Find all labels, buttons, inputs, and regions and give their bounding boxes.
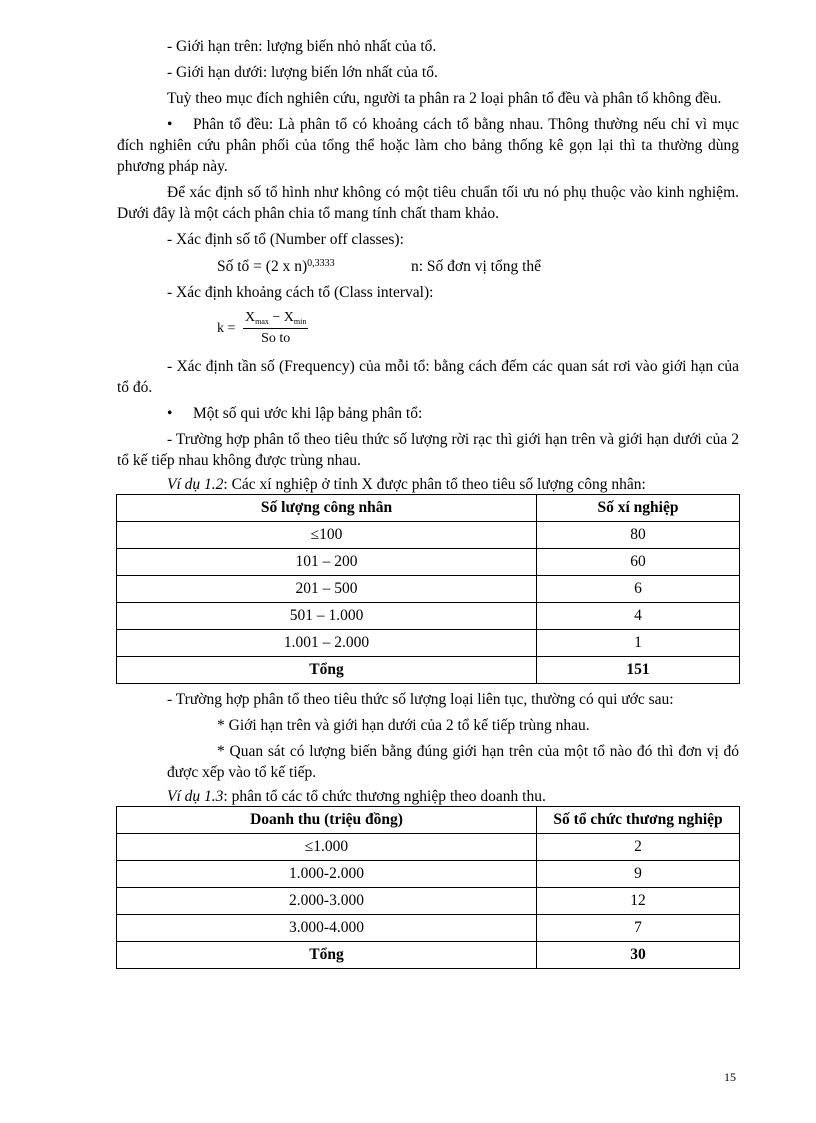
table-workers: [116, 494, 740, 684]
page-content: [117, 36, 739, 969]
table-row: 1.000-2.000 9: [117, 861, 740, 888]
table2-caption: [117, 787, 739, 806]
formula-left: Số tổ = (2 x n): [217, 258, 308, 275]
continuous-case-paragraph: - Trường hợp phân tổ theo tiêu thức số lượng loại liên tục, thường có qui ước sau:: [167, 691, 674, 708]
formula-number-of-classes: [117, 256, 739, 277]
table-row: 501 – 1.000 4: [117, 603, 740, 630]
table2-caption-label: Ví dụ 1.3: [167, 788, 224, 805]
table1-total-row: Tổng 151: [117, 657, 740, 684]
formula-exponent: 0,3333: [307, 258, 335, 269]
table1-header-enterprises: Số xí nghiệp: [537, 495, 740, 522]
number-of-classes-paragraph: Để xác định số tổ hình như không có một tiêu chuẩn tối ưu nó phụ thuộc vào kinh nghiệm. Dưới đây là một cách phân chia tổ mang tính chất tham khảo.: [117, 184, 739, 222]
table1-caption-text: : Các xí nghiệp ở tỉnh X được phân tổ theo tiêu số lượng công nhân:: [223, 476, 646, 493]
conventions-text: Một số qui ước khi lập bảng phân tổ:: [193, 405, 423, 422]
bullet-conventions: [117, 403, 739, 424]
table-row: 101 – 200 60: [117, 549, 740, 576]
table2-total-row: Tổng 30: [117, 942, 740, 969]
table-row: ≤100 80: [117, 522, 740, 549]
bullet-icon: •: [167, 405, 173, 422]
upper-limit-text: - Giới hạn trên: lượng biến nhỏ nhất của tổ.: [167, 38, 437, 55]
table-row: 201 – 500 6: [117, 576, 740, 603]
formula-note: n: Số đơn vị tổng thể: [411, 258, 542, 275]
table2-header-organizations: Số tổ chức thương nghiệp: [537, 807, 740, 834]
equal-classes-text: Phân tổ đều: Là phân tổ có khoảng cách tổ bằng nhau. Thông thường nếu chỉ vì mục đích nghiên cứu phân phối của tổng thể hoặc làm cho bảng thống kê gọn lại thì ta thường dùng phương pháp này.: [117, 116, 739, 175]
bullet-icon: •: [167, 116, 173, 133]
table1-caption: [117, 475, 739, 494]
table-revenue: [116, 806, 740, 969]
fraction: [243, 309, 308, 348]
class-interval-heading: - Xác định khoảng cách tổ (Class interval):: [167, 284, 434, 301]
table-row: 2.000-3.000 12: [117, 888, 740, 915]
bullet-equal-classes: [117, 114, 739, 177]
convention-2: * Quan sát có lượng biến bằng đúng giới hạn trên của một tổ nào đó thì đơn vị đó được xếp vào tổ kế tiếp.: [167, 743, 739, 781]
page-number: 15: [724, 1070, 736, 1084]
convention-1: * Giới hạn trên và giới hạn dưới của 2 tổ kế tiếp trùng nhau.: [217, 717, 590, 734]
table2-caption-text: : phân tổ các tổ chức thương nghiệp theo doanh thu.: [223, 788, 546, 805]
fraction-numerator: $X_{max} - X_{min}$: [243, 309, 308, 329]
frequency-paragraph: - Xác định tần số (Frequency) của mỗi tổ: bằng cách đếm các quan sát rơi vào giới hạn của tổ đó.: [117, 358, 739, 396]
formula-class-interval: [117, 309, 739, 351]
fraction-denominator: So to: [261, 331, 291, 346]
table2-header-revenue: Doanh thu (triệu đồng): [117, 807, 537, 834]
classification-paragraph: Tuỳ theo mục đích nghiên cứu, người ta phân ra 2 loại phân tổ đều và phân tổ không đều.: [167, 90, 722, 107]
table-row: ≤1.000 2: [117, 834, 740, 861]
table-row: 3.000-4.000 7: [117, 915, 740, 942]
number-of-classes-heading: - Xác định số tổ (Number off classes):: [167, 231, 404, 248]
table1-caption-label: Ví dụ 1.2: [167, 476, 224, 493]
lower-limit-text: - Giới hạn dưới: lượng biến lớn nhất của tổ.: [167, 64, 438, 81]
discrete-case-paragraph: - Trường hợp phân tổ theo tiêu thức số lượng rời rạc thì giới hạn trên và giới hạn dưới của 2 tổ kế tiếp nhau không được trùng nhau.: [117, 431, 739, 469]
formula-k: k =: [217, 321, 236, 336]
table-row: 1.001 – 2.000 1: [117, 630, 740, 657]
table1-header-workers: Số lượng công nhân: [117, 495, 537, 522]
